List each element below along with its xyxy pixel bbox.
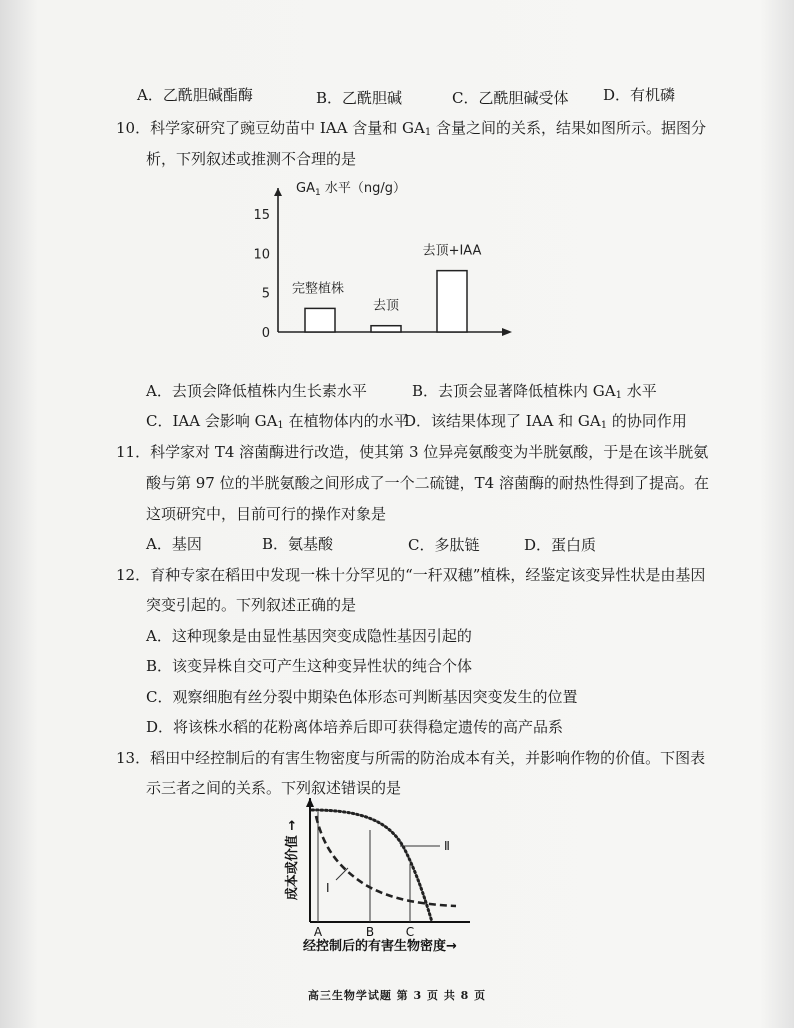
bar — [371, 326, 401, 332]
q10-stem-line2: 析，下列叙述或推测不合理的是 — [146, 150, 357, 168]
x-tick-label: C — [405, 925, 415, 939]
q9-option-b: B．乙酰胆碱 — [316, 89, 403, 107]
bar — [305, 308, 335, 332]
curve-ii — [312, 810, 432, 922]
q10-option-b: B．去顶会显著降低植株内 $GA_1$ 水平 — [412, 382, 657, 401]
q9-option-d: D．有机磷 — [603, 86, 676, 104]
q12-stem-line2: 突变引起的。下列叙述正确的是 — [146, 596, 357, 614]
y-axis-arrow — [306, 798, 314, 807]
q12-option-a: A．这种现象是由显性基因突变成隐性基因引起的 — [146, 627, 472, 645]
q10-stem-line1: 10．科学家研究了豌豆幼苗中 IAA 含量和 $GA_1$ 含量之间的关系，结果如图所示。据图分 — [116, 119, 706, 138]
q11-option-a: A．基因 — [146, 535, 202, 553]
series-ii-label: Ⅱ — [444, 839, 450, 853]
y-tick-label: 5 — [261, 286, 270, 302]
q12-option-d: D．将该株水稻的花粉离体培养后即可获得稳定遗传的高产品系 — [146, 718, 564, 736]
page-footer: 高三生物学试题 第 3 页 共 8 页 — [307, 989, 487, 1002]
x-tick-label: A — [313, 925, 323, 939]
q10-option-c: C．IAA 会影响 $GA_1$ 在植物体内的水平 — [146, 412, 409, 431]
q11-option-c: C．多肽链 — [408, 536, 480, 554]
y-tick-label: 10 — [253, 247, 270, 263]
series-i-leader — [336, 868, 348, 880]
ga1-bar-chart — [240, 170, 540, 350]
y-axis-label: $GA_1$ 水平（ng/g） — [296, 181, 406, 198]
q12-option-c: C．观察细胞有丝分裂中期染色体形态可判断基因突变发生的位置 — [146, 688, 578, 706]
y-axis-arrow — [274, 188, 282, 196]
q13-stem-line2: 示三者之间的关系。下列叙述错误的是 — [146, 779, 402, 797]
q10-option-d: D．该结果体现了 IAA 和 $GA_1$ 的协同作用 — [404, 412, 687, 431]
curve-i — [316, 816, 456, 906]
bar-category-label: 去顶 — [372, 298, 400, 314]
q11-stem-line1: 11．科学家对 T4 溶菌酶进行改造，使其第 3 位异亮氨酸变为半胱氨酸，于是在该半胱氨 — [116, 443, 709, 461]
q11-option-b: B．氨基酸 — [262, 535, 334, 553]
bar-category-label: 完整植株 — [291, 281, 345, 297]
q10-option-a: A．去顶会降低植株内生长素水平 — [146, 382, 367, 400]
bar — [437, 271, 467, 332]
x-axis-arrow — [502, 328, 512, 336]
cost-value-chart — [280, 790, 490, 960]
series-i-label: Ⅰ — [326, 881, 330, 895]
y-tick-label: 15 — [253, 208, 270, 223]
x-tick-label: B — [365, 925, 375, 939]
y-axis-label: 成本或价值 → — [285, 819, 300, 901]
bar-category-label: 去顶+IAA — [422, 243, 482, 259]
x-axis-label: 经控制后的有害生物密度→ — [303, 939, 457, 954]
q11-stem-line3: 这项研究中，目前可行的操作对象是 — [146, 505, 387, 523]
q11-option-d: D．蛋白质 — [524, 536, 597, 554]
q12-stem-line1: 12．育种专家在稻田中发现一株十分罕见的“一秆双穗”植株，经鉴定该变异性状是由基因 — [116, 566, 706, 584]
q13-stem-line1: 13．稻田中经控制后的有害生物密度与所需的防治成本有关，并影响作物的价值。下图表 — [116, 749, 706, 767]
y-tick-label: 0 — [261, 326, 270, 341]
q9-option-a: A．乙酰胆碱酯酶 — [137, 86, 253, 104]
q12-option-b: B．该变异株自交可产生这种变异性状的纯合个体 — [146, 657, 473, 675]
q9-option-c: C．乙酰胆碱受体 — [452, 89, 569, 107]
q11-stem-line2: 酸与第 97 位的半胱氨酸之间形成了一个二硫键，T4 溶菌酶的耐热性得到了提高。在 — [146, 474, 709, 492]
